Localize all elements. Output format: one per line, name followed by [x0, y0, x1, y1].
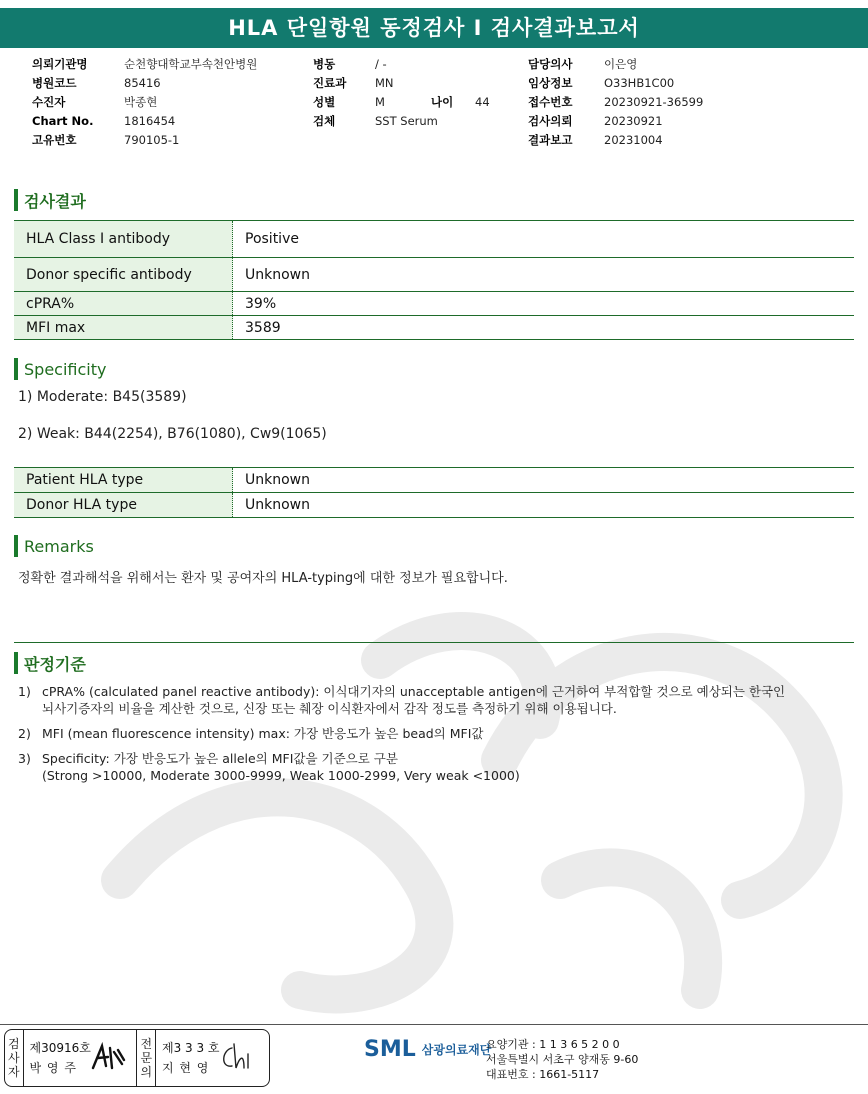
- table-row: [14, 221, 854, 258]
- result-key: HLA Class I antibody: [14, 221, 233, 258]
- meta-value: / -: [375, 57, 387, 71]
- criteria-number: 1): [18, 684, 31, 699]
- meta-label: Chart No.: [32, 114, 94, 128]
- criteria-line: Specificity: 가장 반응도가 높은 allele의 MFI값을 기준으로 구분: [42, 751, 398, 766]
- result-value: 39%: [233, 292, 855, 316]
- meta-label: 검사의뢰: [528, 114, 573, 128]
- vertical-char: 문: [140, 1051, 153, 1065]
- result-key: cPRA%: [14, 292, 233, 316]
- footer-divider: [0, 1024, 868, 1025]
- criteria-number: 2): [18, 726, 31, 741]
- result-table: [14, 220, 854, 340]
- specificity-moderate: 1) Moderate: B45(3589): [18, 389, 187, 405]
- inspector-cell: [24, 1030, 137, 1086]
- criteria-line: 뇌사기증자의 비율을 계산한 것으로, 신장 또는 췌장 이식환자에서 감작 정도를 측정하기 위해 이용됩니다.: [42, 701, 617, 716]
- meta-value: 20230921-36599: [604, 95, 704, 109]
- meta-label: 결과보고: [528, 133, 573, 147]
- meta-column-2: [313, 55, 490, 131]
- meta-label: 진료과: [313, 76, 347, 90]
- heading-bar: [14, 535, 18, 557]
- result-value: 3589: [233, 316, 855, 340]
- list-item: [18, 683, 818, 717]
- meta-value: 85416: [124, 76, 161, 90]
- table-row: [14, 258, 854, 292]
- vertical-char: 검: [7, 1037, 20, 1051]
- result-value: Unknown: [233, 258, 855, 292]
- org-line: 요양기관 : 1 1 3 6 5 2 0 0: [486, 1038, 620, 1051]
- meta-label: 의뢰기관명: [32, 57, 88, 71]
- org-line: 서울특별시 서초구 양재동 9-60: [486, 1053, 639, 1066]
- result-value: Positive: [233, 221, 855, 258]
- hla-key: Donor HLA type: [14, 493, 233, 518]
- age-label: 나이: [431, 95, 454, 109]
- meta-label: 성별: [313, 95, 336, 109]
- report-title: HLA 단일항원 동정검사 I 검사결과보고서: [0, 8, 868, 48]
- meta-value: O33HB1C00: [604, 76, 675, 90]
- specialist-license: 제3 3 3 호: [161, 1041, 220, 1055]
- criteria-list: [18, 683, 818, 792]
- result-key: Donor specific antibody: [14, 258, 233, 292]
- meta-value: 이은영: [604, 57, 638, 71]
- sml-logo: [364, 1037, 491, 1062]
- remarks-text: 정확한 결과해석을 위해서는 환자 및 공여자의 HLA-typing에 대한 정보가 필요합니다.: [18, 571, 508, 586]
- hla-type-table: [14, 467, 854, 518]
- inspector-license: 제30916호: [29, 1041, 91, 1055]
- heading-text: Remarks: [24, 536, 94, 556]
- table-row: [14, 493, 854, 518]
- criteria-number: 3): [18, 751, 31, 766]
- logo-mark: SML: [364, 1037, 416, 1062]
- org-info: [486, 1037, 638, 1082]
- meta-value: MN: [375, 76, 394, 90]
- specificity-weak: 2) Weak: B44(2254), B76(1080), Cw9(1065): [18, 426, 327, 442]
- meta-label: 병동: [313, 57, 336, 71]
- meta-column-3: [528, 55, 703, 150]
- age-value: 44: [475, 95, 490, 109]
- table-row: [14, 468, 854, 493]
- list-item: [18, 750, 818, 784]
- inspector-name: 박 영 주: [29, 1061, 77, 1075]
- meta-label: 고유번호: [32, 133, 77, 147]
- heading-bar: [14, 652, 18, 674]
- meta-label: 검체: [313, 114, 336, 128]
- meta-label: 병원코드: [32, 76, 77, 90]
- meta-label: 임상정보: [528, 76, 573, 90]
- meta-value: M: [375, 95, 385, 109]
- result-key: MFI max: [14, 316, 233, 340]
- heading-bar: [14, 358, 18, 380]
- inspector-label: [5, 1030, 24, 1086]
- meta-value: 20231004: [604, 133, 663, 147]
- meta-column-1: [32, 55, 257, 150]
- signature-box: [4, 1029, 270, 1087]
- list-item: [18, 725, 818, 742]
- inspector-signature: [90, 1042, 128, 1074]
- heading-text: Specificity: [24, 359, 107, 379]
- criteria-line: (Strong >10000, Moderate 3000-9999, Weak 1000-2999, Very weak <1000): [42, 768, 520, 783]
- vertical-char: 사: [7, 1051, 20, 1065]
- org-name: 삼광의료재단: [421, 1043, 492, 1057]
- hla-value: Unknown: [233, 493, 855, 518]
- specialist-name: 지 현 영: [161, 1061, 210, 1075]
- meta-label: 접수번호: [528, 95, 573, 109]
- specialist-label: [136, 1030, 156, 1086]
- specialist-cell: [156, 1030, 269, 1086]
- meta-value: 박종현: [124, 95, 158, 109]
- meta-value: 790105-1: [124, 133, 180, 147]
- vertical-char: 의: [140, 1065, 153, 1079]
- divider: [14, 642, 854, 643]
- criteria-line: MFI (mean fluorescence intensity) max: 가장 반응도가 높은 bead의 MFI값: [42, 726, 484, 741]
- meta-value: 순천향대학교부속천안병원: [124, 57, 258, 71]
- specialist-signature: [218, 1040, 254, 1074]
- vertical-char: 자: [7, 1065, 20, 1079]
- heading-text: 검사결과: [24, 191, 86, 211]
- criteria-line: cPRA% (calculated panel reactive antibody): 이식대기자의 unacceptable antigen에 근거하여 부적합할 것으로 예상되는 한국인: [42, 684, 786, 699]
- meta-value: 1816454: [124, 114, 176, 128]
- specificity-heading: [14, 358, 106, 380]
- table-row: [14, 316, 854, 340]
- meta-label: 수진자: [32, 95, 66, 109]
- heading-text: 판정기준: [24, 654, 86, 674]
- org-line: 대표번호 : 1661-5117: [486, 1068, 600, 1081]
- table-row: [14, 292, 854, 316]
- meta-value: 20230921: [604, 114, 663, 128]
- vertical-char: 전: [140, 1037, 153, 1051]
- criteria-heading: [14, 652, 86, 674]
- meta-value: SST Serum: [375, 114, 438, 128]
- meta-label: 담당의사: [528, 57, 573, 71]
- heading-bar: [14, 189, 18, 211]
- remarks-heading: [14, 535, 94, 557]
- hla-value: Unknown: [233, 468, 855, 493]
- hla-key: Patient HLA type: [14, 468, 233, 493]
- result-section-heading: [14, 189, 86, 211]
